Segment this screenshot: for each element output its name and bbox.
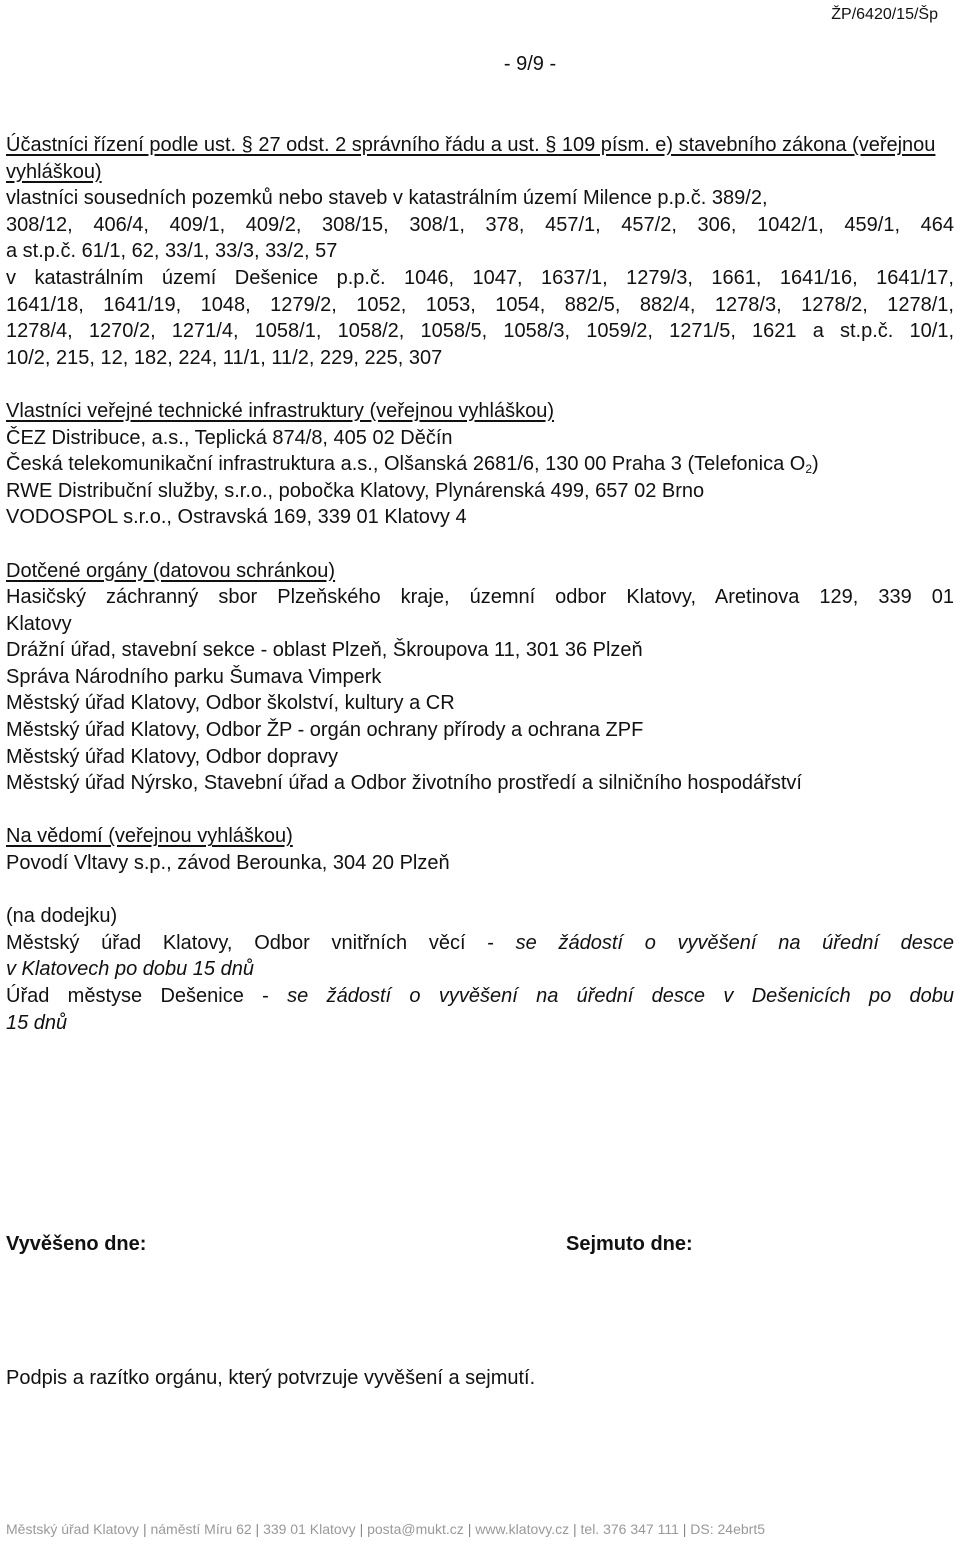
- notice-line: Povodí Vltavy s.p., závod Berounka, 304 20 Plzeň: [6, 852, 450, 875]
- posted-label: Vyvěšeno dne:: [6, 1233, 147, 1255]
- infrastructure-owner: RWE Distribuční služby, s.r.o., pobočka Klatovy, Plynárenská 499, 657 02 Brno: [6, 479, 705, 502]
- footer-separator: |: [572, 1521, 577, 1537]
- participants-line: vlastníci sousedních pozemků nebo staveb v katastrálním území Milence p.p.č. 389/2,: [6, 187, 768, 210]
- footer-office: Městský úřad Klatovy: [6, 1521, 140, 1537]
- infrastructure-owner: VODOSPOL s.r.o., Ostravská 169, 339 01 Klatovy 4: [6, 506, 467, 529]
- delivery-item-cont: [6, 956, 954, 983]
- infrastructure-heading: Vlastníci veřejné technické infrastruktury (veřejnou vyhláškou): [6, 399, 555, 422]
- delivery-heading: (na dodejku): [6, 905, 118, 928]
- authority-line: Městský úřad Klatovy, Odbor ŽP - orgán ochrany přírody a ochrana ZPF: [6, 719, 644, 742]
- infrastructure-owner: [6, 451, 954, 478]
- participants-line: 1641/18, 1641/19, 1048, 1279/2, 1052, 1053, 1054, 882/5, 882/4, 1278/3, 1278/2, 1278/1,: [6, 293, 954, 316]
- authorities-heading: Dotčené orgány (datovou schránkou): [6, 559, 336, 582]
- o2-subscript: 2: [805, 462, 813, 477]
- infrastructure-owner: ČEZ Distribuce, a.s., Teplická 874/8, 405 02 Děčín: [6, 426, 453, 449]
- footer-separator: |: [359, 1521, 364, 1537]
- delivery-item-cont: [6, 1010, 954, 1037]
- infrastructure-owner-text: Česká telekomunikační infrastruktura a.s., Olšanská 2681/6, 130 00 Praha 3 (Telefonica O: [6, 453, 806, 476]
- o2-close: ): [812, 453, 819, 476]
- footer-email: posta@mukt.cz: [367, 1521, 464, 1537]
- delivery-item: [6, 983, 954, 1010]
- participants-line: v katastrálním území Dešenice p.p.č. 1046, 1047, 1637/1, 1279/3, 1661, 1641/16, 1641/17,: [6, 266, 954, 289]
- posting-dates: [6, 1230, 946, 1258]
- page-number: - 9/9 -: [503, 53, 557, 75]
- footer-phone: tel. 376 347 111: [580, 1521, 679, 1537]
- footer-databox: DS: 24ebrt5: [690, 1521, 765, 1537]
- participants-heading: Účastníci řízení podle ust. § 27 odst. 2 správního řádu a ust. § 109 písm. e) stavebního zákona (veřejnou vyhláškou): [6, 134, 936, 183]
- stamp-line: Podpis a razítko orgánu, který potvrzuje vyvěšení a sejmutí.: [6, 1367, 536, 1389]
- delivery-item-text: Městský úřad Klatovy, Odbor vnitřních věcí -: [6, 931, 516, 954]
- participants-section: [6, 132, 954, 371]
- footer-separator: |: [255, 1521, 260, 1537]
- footer-address: náměstí Míru 62: [150, 1521, 252, 1537]
- authority-line: Klatovy: [6, 612, 72, 635]
- authority-line: Městský úřad Klatovy, Odbor školství, kultury a CR: [6, 692, 455, 715]
- delivery-item-request: 15 dnů: [6, 1011, 68, 1034]
- footer-separator: |: [682, 1521, 687, 1537]
- infrastructure-section: [6, 398, 954, 531]
- participants-line: 308/12, 406/4, 409/1, 409/2, 308/15, 308/1, 378, 457/1, 457/2, 306, 1042/1, 459/1, 464: [6, 213, 954, 236]
- footer-separator: |: [467, 1521, 472, 1537]
- delivery-item-request: v Klatovech po dobu 15 dnů: [6, 958, 254, 981]
- removed-label: Sejmuto dne:: [566, 1233, 693, 1255]
- authority-line: Drážní úřad, stavební sekce - oblast Plzeň, Škroupova 11, 301 36 Plzeň: [6, 639, 643, 662]
- participants-line: a st.p.č. 61/1, 62, 33/1, 33/3, 33/2, 57: [6, 240, 338, 263]
- footer-website: www.klatovy.cz: [475, 1521, 570, 1537]
- authority-line: Městský úřad Nýrsko, Stavební úřad a Odbor životního prostředí a silničního hospodářství: [6, 772, 802, 795]
- document-body: [6, 132, 954, 1036]
- footer-separator: |: [142, 1521, 147, 1537]
- authority-line: Městský úřad Klatovy, Odbor dopravy: [6, 745, 338, 768]
- document-reference: ŽP/6420/15/Šp: [831, 6, 938, 23]
- delivery-item-request: se žádostí o vyvěšení na úřední desce v Dešenicích po dobu: [287, 985, 955, 1007]
- footer-city: 339 01 Klatovy: [263, 1521, 356, 1537]
- authority-line: Hasičský záchranný sbor Plzeňského kraje, územní odbor Klatovy, Aretinova 129, 339 01: [6, 586, 954, 609]
- notice-heading: Na vědomí (veřejnou vyhláškou): [6, 825, 293, 848]
- delivery-section: [6, 903, 954, 1036]
- delivery-item: [6, 930, 954, 957]
- participants-line: 1278/4, 1270/2, 1271/4, 1058/1, 1058/2, 1058/5, 1058/3, 1059/2, 1271/5, 1621 a st.p.č. 10/1,: [6, 320, 954, 343]
- authority-line: Správa Národního parku Šumava Vimperk: [6, 665, 382, 688]
- page-footer: [6, 1520, 956, 1538]
- participants-line: 10/2, 215, 12, 182, 224, 11/1, 11/2, 229, 225, 307: [6, 346, 443, 369]
- authorities-section: [6, 558, 954, 797]
- delivery-item-text: Úřad městyse Dešenice -: [6, 985, 288, 1007]
- delivery-item-request: se žádostí o vyvěšení na úřední desce: [515, 931, 954, 954]
- notice-section: [6, 823, 954, 876]
